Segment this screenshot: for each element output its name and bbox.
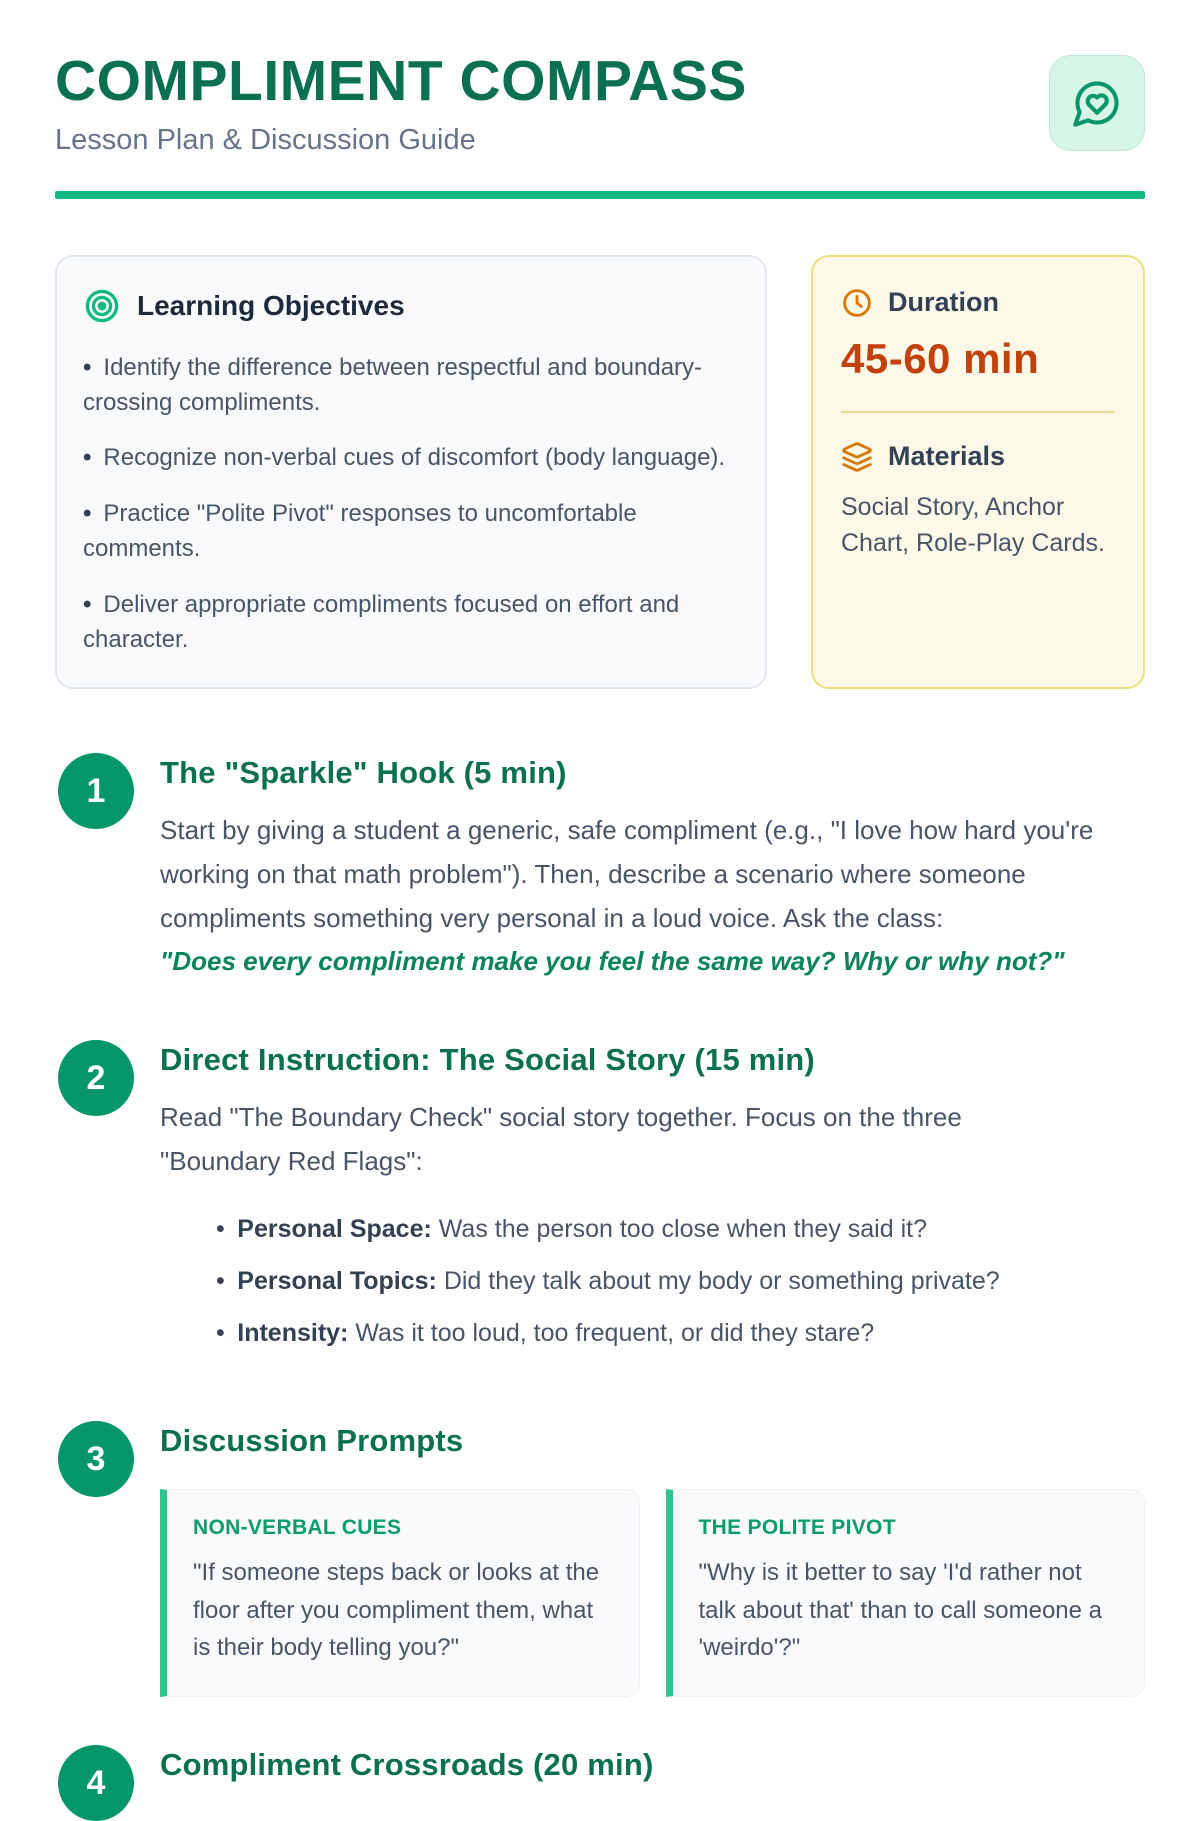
section-2-content xyxy=(160,1040,1145,1365)
section-discussion-prompts xyxy=(55,1421,1145,1697)
chat-heart-icon xyxy=(1071,77,1123,129)
section-3-title: Discussion Prompts xyxy=(160,1423,464,1459)
section-4-badge-col xyxy=(55,1745,160,1821)
prompt-cards-row xyxy=(160,1489,1145,1697)
section-number-badge: 4 xyxy=(58,1745,134,1821)
learning-objectives-heading xyxy=(83,287,737,325)
section-1-badge-col xyxy=(55,753,160,829)
objective-item: • Deliver appropriate compliments focused on effort and character. xyxy=(83,588,737,658)
page-title: COMPLIMENT COMPASS xyxy=(55,49,747,113)
section-2-title: Direct Instruction: The Social Story (15 min) xyxy=(160,1042,815,1078)
prompt-card-label: NON-VERBAL CUES xyxy=(193,1516,402,1540)
red-flag-label: Personal Topics: xyxy=(237,1267,437,1296)
header-divider xyxy=(55,191,1145,199)
section-1-quote: "Does every compliment make you feel the same way? Why or why not?" xyxy=(160,946,1065,977)
red-flag-label: Intensity: xyxy=(237,1319,349,1348)
section-1-body xyxy=(160,809,1120,984)
objective-item: • Practice "Polite Pivot" responses to uncomfortable comments. xyxy=(83,497,737,567)
section-4-content xyxy=(160,1745,1145,1783)
section-1-title: The "Sparkle" Hook (5 min) xyxy=(160,755,567,791)
section-sparkle-hook xyxy=(55,753,1145,984)
section-2-badge-col xyxy=(55,1040,160,1116)
red-flags-list xyxy=(160,1209,1145,1353)
meta-divider xyxy=(841,411,1115,413)
red-flag-text: Was the person too close when they said it? xyxy=(438,1215,927,1244)
section-number-badge: 2 xyxy=(58,1040,134,1116)
materials-label: Materials xyxy=(888,441,1006,472)
header-titles xyxy=(55,49,747,157)
red-flag-item xyxy=(216,1261,1145,1301)
section-number-badge: 1 xyxy=(58,753,134,829)
clock-icon xyxy=(841,287,873,319)
section-3-badge-col xyxy=(55,1421,160,1497)
learning-objectives-card xyxy=(55,255,767,690)
section-2-body: Read "The Boundary Check" social story together. Focus on the three "Boundary Red Flags": xyxy=(160,1102,962,1176)
page-subtitle: Lesson Plan & Discussion Guide xyxy=(55,123,476,156)
materials-heading xyxy=(841,441,1115,473)
section-social-story xyxy=(55,1040,1145,1365)
duration-label: Duration xyxy=(888,287,999,318)
materials-value: Social Story, Anchor Chart, Role-Play Cards. xyxy=(841,492,1105,558)
red-flag-item xyxy=(216,1313,1145,1353)
section-4-title: Compliment Crossroads (20 min) xyxy=(160,1747,654,1783)
red-flag-text: Did they talk about my body or something private? xyxy=(443,1267,1000,1296)
section-1-content xyxy=(160,753,1145,984)
section-1-text: Start by giving a student a generic, safe compliment (e.g., "I love how hard you're working on that math problem"). Then, describe a scenario where someone compliments something very personal in a loud voice. Ask the class: xyxy=(160,815,1094,933)
section-number-badge: 3 xyxy=(58,1421,134,1497)
section-3-content xyxy=(160,1421,1145,1697)
learning-objectives-title: Learning Objectives xyxy=(137,289,405,321)
objective-item: • Recognize non-verbal cues of discomfort (body language). xyxy=(83,441,737,476)
objectives-list xyxy=(83,351,737,658)
red-flag-item xyxy=(216,1209,1145,1249)
section-compliment-crossroads xyxy=(55,1745,1145,1821)
duration-materials-card xyxy=(811,255,1145,690)
prompt-card-nonverbal-cues xyxy=(160,1489,640,1697)
header xyxy=(55,49,1145,157)
brand-chip xyxy=(1049,55,1145,151)
red-flag-text: Was it too loud, too frequent, or did they stare? xyxy=(355,1319,875,1348)
layers-icon xyxy=(841,441,873,473)
prompt-card-text: "If someone steps back or looks at the floor after you compliment them, what is their body telling you?" xyxy=(193,1559,600,1661)
info-row xyxy=(55,255,1145,690)
prompt-card-polite-pivot xyxy=(666,1489,1146,1697)
duration-heading xyxy=(841,287,1115,319)
target-icon xyxy=(83,287,121,325)
prompt-card-text: "Why is it better to say 'I'd rather not talk about that' than to call someone a 'weirdo'?" xyxy=(698,1559,1103,1661)
red-flag-label: Personal Space: xyxy=(237,1215,432,1244)
prompt-card-label: THE POLITE PIVOT xyxy=(698,1516,896,1540)
duration-value: 45-60 min xyxy=(841,334,1040,382)
objective-item: • Identify the difference between respectful and boundary-crossing compliments. xyxy=(83,351,737,421)
